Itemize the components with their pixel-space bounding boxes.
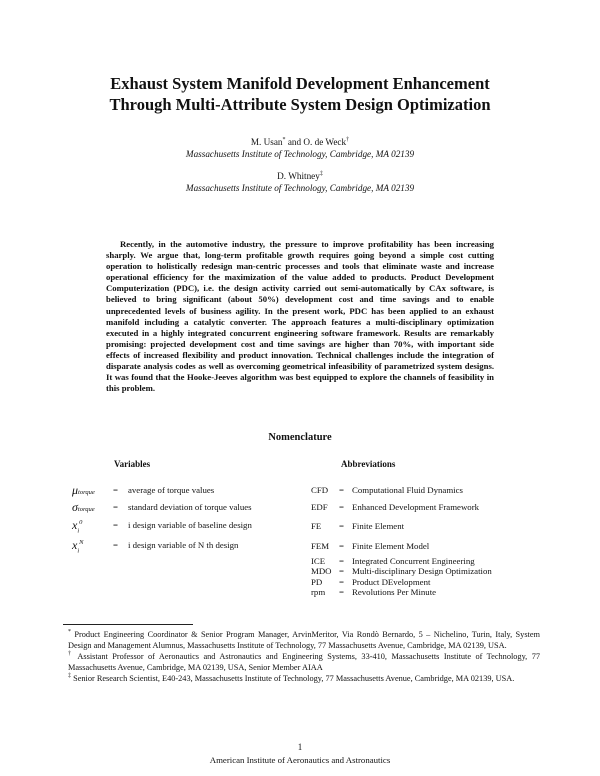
page-number: 1 — [297, 742, 303, 752]
footer-institute: American Institute of Aeronautics and Astronautics — [209, 755, 391, 765]
variable-description: standard deviation of torque values — [128, 502, 252, 512]
authors-line-1 — [0, 136, 600, 148]
variables-heading: Variables — [114, 459, 151, 469]
variable-symbol: σtorque — [72, 500, 95, 514]
footnote: † Assistant Professor of Aeronautics and Astronautics and Engineering Systems, 33-410, Massachusetts Institute of Technology, 77 Massachusetts Avenue, Cambridge, MA 02139, USA, Senior Member AIAA — [68, 651, 540, 672]
footnotes — [68, 630, 540, 686]
variable-description: i design variable of baseline design — [128, 520, 252, 530]
author-usan: M. Usan — [250, 137, 283, 147]
author-whitney: D. Whitney — [277, 171, 320, 181]
footnote: * Product Engineering Coordinator & Senior Program Manager, ArvinMeritor, Via Rondò Bernardo, 5 – Nichelino, Turin, Italy, System Design and Management Alumnus, Massachusetts Institute of Technology, 77 Massachusetts Avenue, Cambridge, MA 02139, USA. — [68, 629, 540, 650]
affiliation-2: Massachusetts Institute of Technology, Cambridge, MA 02139 — [185, 183, 415, 193]
footnote-divider — [63, 624, 193, 625]
abstract: Recently, in the automotive industry, the pressure to improve profitability has been increasing sharply. We argue that, long-term profitable growth requires going beyond a simple cost cutting operation to holistically redesign man-centric processes and tools that eliminate waste and increase operational efficiency for the maximization of the value added to products. Product Development Computerization (PDC), i.e. the design activity carried out semi-automatically by CAx software, is believed to bring significant (about 50%) development cost and time savings and to enable unprecedented levels of business agility. In the present work, PDC has been applied to an exhaust manifold including a catalytic converter. The approach features a multi-disciplinary optimization executed in a highly integrated concurrent engineering software framework. Results are remarkably promising: projected development cost and time savings are higher than 70%, with important side effects of increased flexibility and product innovation. Technical challenges include the integration of disparate analysis codes as well as overcoming geometrical infeasibility of parametrized system designs. It was found that the Hooke-Jeeves algorithm was best equipped to explore the channels of feasibility in this problem. — [106, 239, 494, 394]
variable-symbol: $x_i^0$ — [72, 518, 83, 535]
nomenclature-title: Nomenclature — [268, 432, 332, 443]
author-usan-mark: * — [282, 136, 286, 143]
abbreviations-heading: Abbreviations — [341, 459, 396, 469]
author-conjunction: and — [285, 137, 304, 147]
variable-description: i design variable of N th design — [128, 540, 239, 550]
variable-symbol: $x_i^N$ — [72, 538, 84, 555]
paper-title — [40, 73, 560, 115]
author-deweck-mark: † — [346, 136, 350, 143]
variable-description: average of torque values — [128, 485, 215, 495]
paper-title-line2: Through Multi-Attribute System Design Optimization — [109, 95, 491, 114]
author-whitney-mark: ‡ — [319, 170, 323, 177]
variable-symbol: μtorque — [72, 483, 95, 497]
authors-line-2 — [0, 170, 600, 182]
affiliation-1: Massachusetts Institute of Technology, Cambridge, MA 02139 — [185, 149, 415, 159]
footnote: ‡ Senior Research Scientist, E40-243, Massachusetts Institute of Technology, 77 Massachusetts Avenue, Cambridge, MA 02139, USA. — [68, 673, 515, 684]
paper-title-line1: Exhaust System Manifold Development Enhancement — [110, 74, 490, 93]
author-deweck: O. de Weck — [303, 137, 347, 147]
